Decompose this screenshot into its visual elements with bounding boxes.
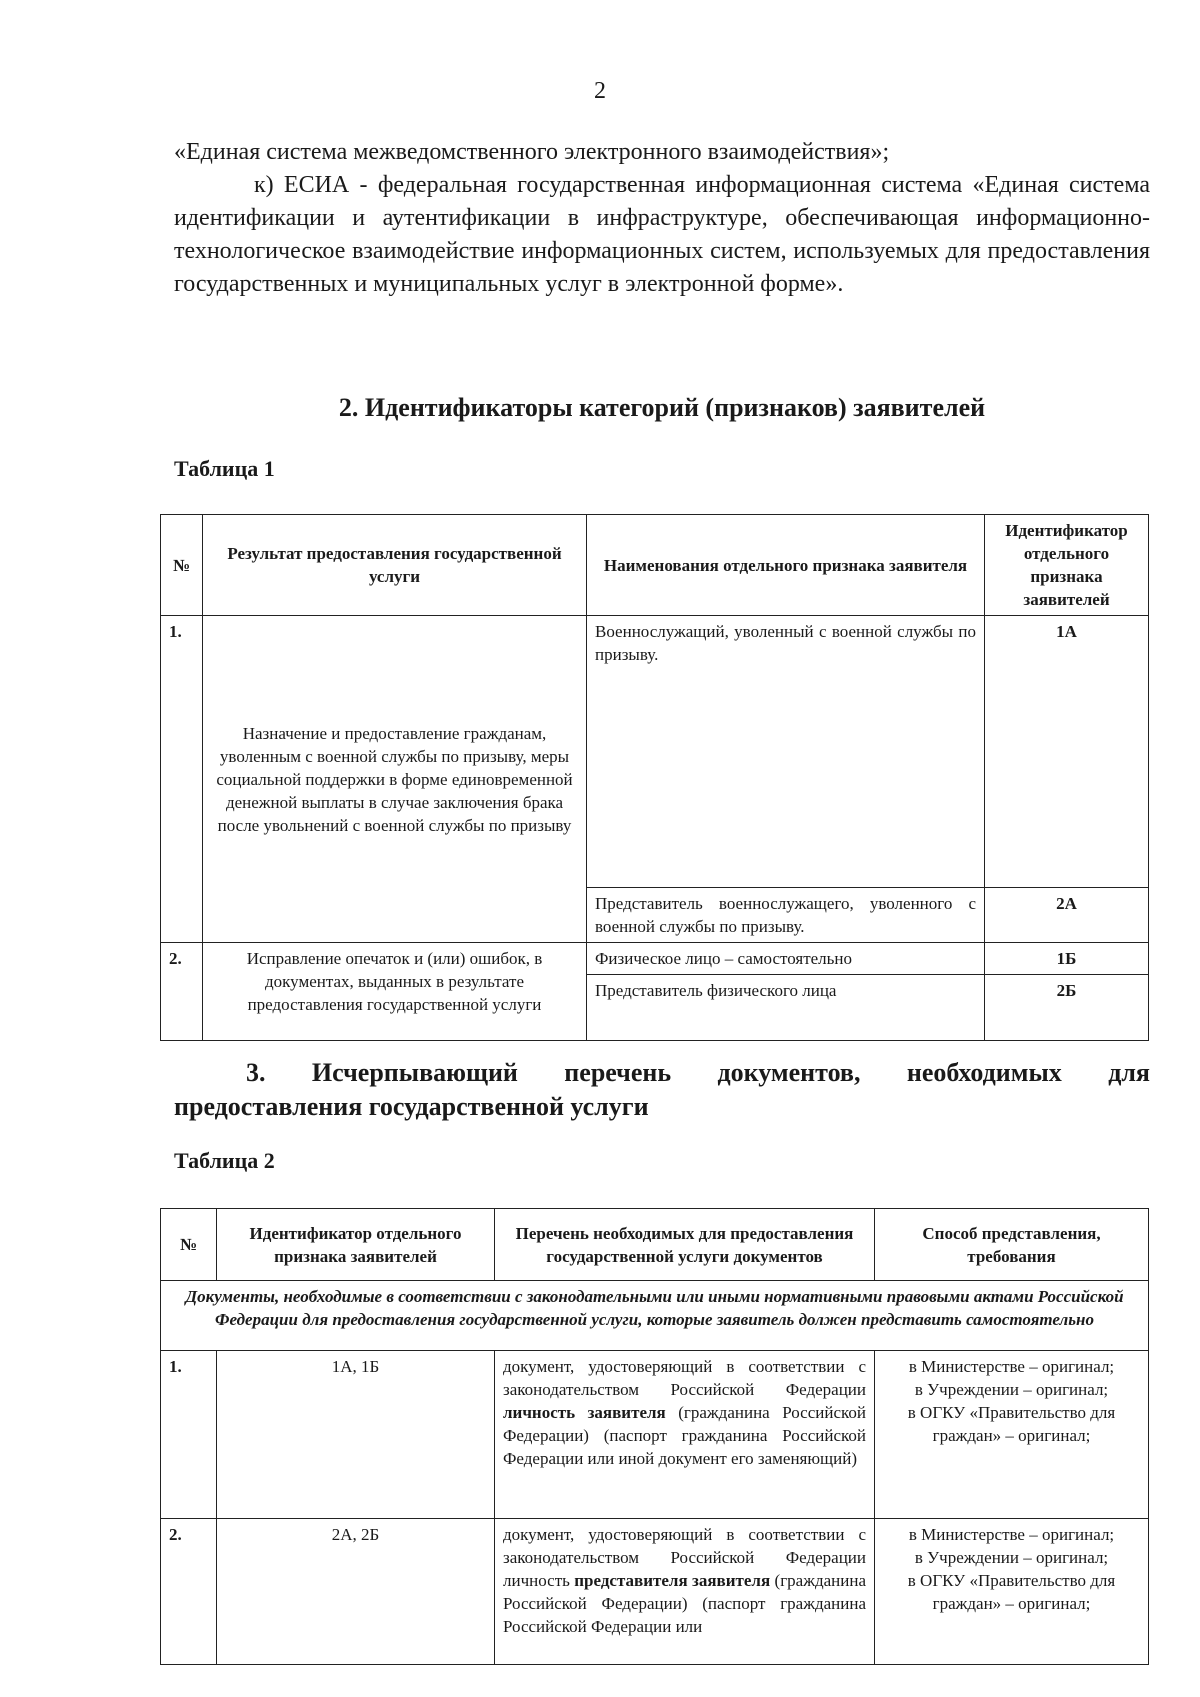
table-2-group-row xyxy=(161,1281,1149,1351)
table-2-caption: Таблица 2 xyxy=(174,1148,275,1173)
t1-row-2-feature-1: Физическое лицо – самостоятельно xyxy=(587,943,985,975)
section-3-title xyxy=(174,1056,1150,1124)
t1-row-1-id-1: 1А xyxy=(985,616,1149,888)
page-number: 2 xyxy=(594,78,606,104)
section-2-title: 2. Идентификаторы категорий (признаков) заявителей xyxy=(338,393,986,422)
t2-row-2-method-2: в Учреждении – оригинал; xyxy=(914,1548,1109,1567)
t1-row-2-id-1: 1Б xyxy=(985,943,1149,975)
table-1 xyxy=(160,514,1149,1041)
t2-row-1-method xyxy=(875,1351,1149,1519)
t2-group-title: Документы, необходимые в соответствии с законодательными или иными нормативными правовыми актами Российской Федерации для предоставления государственной услуги, которые заявитель должен представить самостоятельно xyxy=(161,1281,1149,1351)
t2-row-1-doc-bold: личность заявителя xyxy=(503,1403,666,1422)
t2-row-2-document xyxy=(495,1519,875,1665)
t1-row-1-id-2: 2А xyxy=(985,888,1149,943)
t2-row-2-doc-after: (гражданина Российской Федерации) (паспорт гражданина Российской Федерации или xyxy=(503,1571,866,1636)
t2-row-2-ids: 2А, 2Б xyxy=(217,1519,495,1665)
t1-header-feature-id: Идентификатор отдельного признака заявителей xyxy=(985,515,1149,616)
t2-row-2-method xyxy=(875,1519,1149,1665)
t2-row-1-method-1: в Министерстве – оригинал; xyxy=(908,1357,1115,1376)
table-1-caption: Таблица 1 xyxy=(174,456,275,481)
table-row xyxy=(161,943,1149,975)
intro-line-first: «Единая система межведомственного электронного взаимодействия»; xyxy=(174,139,890,165)
t2-row-2-doc-bold: представителя заявителя xyxy=(574,1571,771,1590)
intro-paragraph-k: к) ЕСИА - федеральная государственная информационная система «Единая система идентификации и аутентификации в инфраструктуре, обеспечивающая информационно-технологическое взаимодействие информационных систем, используемых для предоставления государственных и муниципальных услуг в электронной форме». xyxy=(174,172,1150,297)
t2-row-2-method-3: в ОГКУ «Правительство для граждан» – оригинал; xyxy=(907,1571,1116,1613)
table-row xyxy=(161,616,1149,888)
t1-row-2-feature-2: Представитель физического лица xyxy=(587,975,985,1041)
t2-row-1-doc-after: (гражданина Российской Федерации) (паспорт гражданина Российской Федерации или иной документ его заменяющий) xyxy=(503,1403,866,1468)
table-2 xyxy=(160,1208,1149,1665)
t2-row-1-ids: 1А, 1Б xyxy=(217,1351,495,1519)
t1-header-feature-name: Наименования отдельного признака заявителя xyxy=(587,515,985,616)
section-3-title-line-2: предоставления государственной услуги xyxy=(174,1092,649,1121)
t2-header-method: Способ представления, требования xyxy=(875,1209,1149,1281)
table-2-header-row xyxy=(161,1209,1149,1281)
t1-row-2-num: 2. xyxy=(161,943,203,1041)
t2-row-1-method-3: в ОГКУ «Правительство для граждан» – оригинал; xyxy=(907,1403,1116,1445)
t1-row-1-feature-1: Военнослужащий, уволенный с военной службы по призыву. xyxy=(587,616,985,888)
t2-row-1-num: 1. xyxy=(161,1351,217,1519)
t1-header-num: № xyxy=(161,515,203,616)
t2-row-1-doc-before: документ, удостоверяющий в соответствии с законодательством Российской Федерации xyxy=(503,1357,866,1399)
t1-row-2-id-2: 2Б xyxy=(985,975,1149,1041)
table-row xyxy=(161,1519,1149,1665)
t2-row-2-doc-before: документ, удостоверяющий в соответствии с законодательством Российской Федерации личность xyxy=(503,1525,866,1590)
intro-text xyxy=(174,136,1150,301)
t2-header-num: № xyxy=(161,1209,217,1281)
t1-row-1-num: 1. xyxy=(161,616,203,943)
table-row xyxy=(161,1351,1149,1519)
t2-row-1-method-2: в Учреждении – оригинал; xyxy=(914,1380,1109,1399)
t2-row-2-method-1: в Министерстве – оригинал; xyxy=(908,1525,1115,1544)
t1-header-result: Результат предоставления государственной услуги xyxy=(203,515,587,616)
t1-row-1-result: Назначение и предоставление гражданам, уволенным с военной службы по призыву, меры социальной поддержки в форме единовременной денежной выплаты в случае заключения брака после увольнений с военной службы по призыву xyxy=(203,616,587,943)
table-1-header-row xyxy=(161,515,1149,616)
t2-row-1-document xyxy=(495,1351,875,1519)
t1-row-1-feature-2: Представитель военнослужащего, уволенного с военной службы по призыву. xyxy=(587,888,985,943)
t2-header-documents: Перечень необходимых для предоставления государственной услуги документов xyxy=(495,1209,875,1281)
t1-row-2-result: Исправление опечаток и (или) ошибок, в документах, выданных в результате предоставления государственной услуги xyxy=(203,943,587,1041)
section-3-title-line-1: 3. Исчерпывающий перечень документов, необходимых для xyxy=(246,1058,1150,1087)
t2-row-2-num: 2. xyxy=(161,1519,217,1665)
t2-header-feature-id: Идентификатор отдельного признака заявителей xyxy=(217,1209,495,1281)
